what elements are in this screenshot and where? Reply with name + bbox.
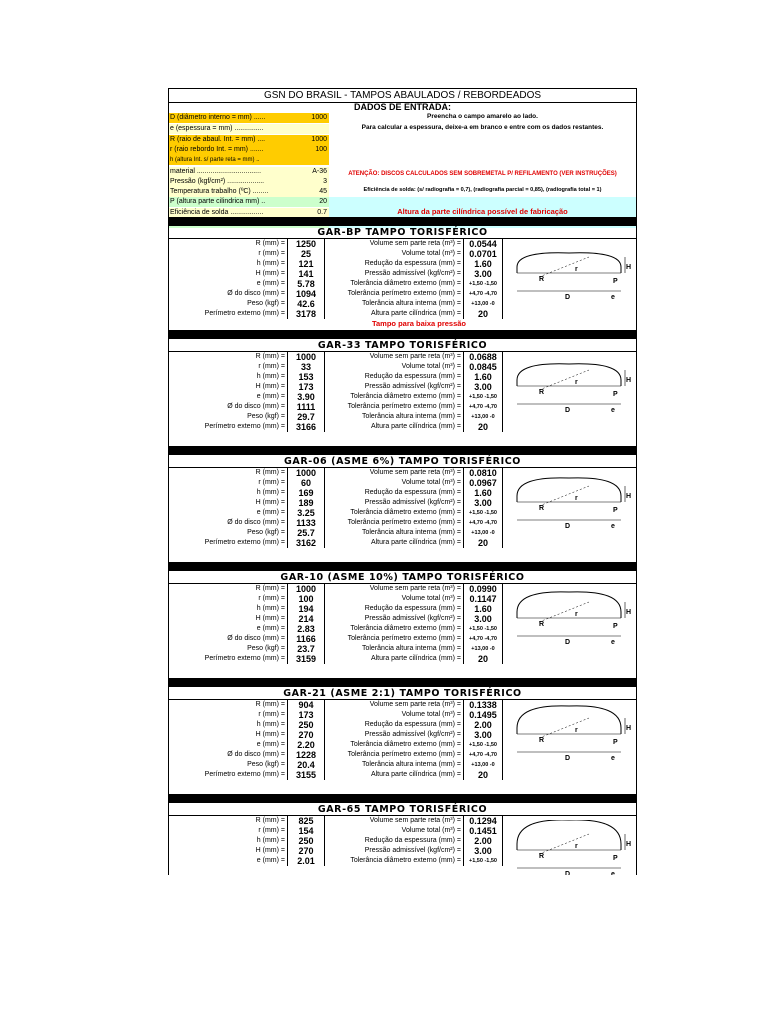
spreadsheet (168, 88, 637, 878)
value-tol_perim: +4,70 -4,70 (463, 289, 503, 299)
value-tol_diam: +1,50 -1,50 (463, 740, 503, 750)
value-r: 25 (287, 249, 325, 259)
value-R: 904 (287, 700, 325, 710)
value-tol_perim: +4,70 -4,70 (463, 634, 503, 644)
label-tol_perim: Tolerância perímetro externo (mm) = (347, 403, 461, 410)
section-title: GAR-06 (ASME 6%) TAMPO TORISFÉRICO (169, 456, 636, 468)
value-e: 3.25 (287, 508, 325, 518)
label-r: r (575, 611, 578, 618)
section-title: GAR-10 (ASME 10%) TAMPO TORISFÉRICO (169, 572, 636, 584)
label-R: R (mm) = (255, 353, 285, 360)
label-r: r (mm) = (258, 479, 285, 486)
value-pressao: 3.00 (463, 269, 503, 279)
label-R: R (539, 276, 545, 283)
value-altura_cil: 20 (463, 422, 503, 432)
input-label-cyl-height: P (altura parte cilindrica mm) .. (169, 197, 281, 207)
label-vol_total: Volume total (m³) = (401, 595, 461, 602)
label-H: H (626, 725, 631, 732)
label-R: R (539, 389, 545, 396)
value-r: 154 (287, 826, 325, 836)
label-R: R (mm) = (255, 817, 285, 824)
label-H: H (626, 377, 631, 384)
label-e: e (611, 639, 615, 646)
value-tol_perim: +4,70 -4,70 (463, 402, 503, 412)
input-label-material: material ................................. (169, 167, 281, 177)
label-R: R (539, 853, 545, 860)
value-vol_sem: 0.0544 (463, 239, 503, 249)
label-tol_altura: Tolerância altura interna (mm) = (361, 300, 461, 307)
label-vol_total: Volume total (m³) = (401, 250, 461, 257)
value-tol_diam: +1,50 -1,50 (463, 624, 503, 634)
label-peso: Peso (kgf) = (247, 529, 285, 536)
input-height[interactable] (281, 155, 329, 165)
section-separator (169, 562, 636, 571)
note-calc-thickness: Para calcular a espessura, deixe-a em branco e entre com os dados restantes. (361, 124, 604, 131)
label-e: e (611, 294, 615, 301)
value-R: 1250 (287, 239, 325, 249)
value-h: 250 (287, 836, 325, 846)
label-perim: Perímetro externo (mm) = (204, 539, 285, 546)
value-peso: 20.4 (287, 760, 325, 770)
value-pressao: 3.00 (463, 382, 503, 392)
label-altura_cil: Altura parte cilíndrica (mm) = (370, 771, 461, 778)
label-e: e (mm) = (256, 857, 285, 864)
label-tol_altura: Tolerância altura interna (mm) = (361, 761, 461, 768)
value-vol_sem: 0.0810 (463, 468, 503, 478)
value-tol_diam: +1,50 -1,50 (463, 279, 503, 289)
label-pressao: Pressão admissível (kgf/cm²) = (364, 615, 461, 622)
label-tol_altura: Tolerância altura interna (mm) = (361, 413, 461, 420)
value-H: 270 (287, 846, 325, 856)
value-R: 1000 (287, 584, 325, 594)
label-r: r (575, 727, 578, 734)
input-thickness[interactable] (281, 124, 329, 134)
label-vol_total: Volume total (m³) = (401, 479, 461, 486)
label-tol_diam: Tolerância diâmetro externo (mm) = (350, 280, 461, 287)
value-vol_sem: 0.0990 (463, 584, 503, 594)
value-pressao: 3.00 (463, 846, 503, 856)
label-disc: Ø do disco (mm) = (227, 290, 285, 297)
cylinder-wall (517, 380, 621, 386)
value-altura_cil: 20 (463, 654, 503, 664)
label-e: e (611, 871, 615, 878)
section-separator (169, 217, 636, 226)
value-pressao: 3.00 (463, 498, 503, 508)
label-H: H (mm) = (255, 383, 285, 390)
value-h: 121 (287, 259, 325, 269)
label-P: P (613, 623, 618, 630)
label-tol_perim: Tolerância perímetro externo (mm) = (347, 751, 461, 758)
label-perim: Perímetro externo (mm) = (204, 771, 285, 778)
value-pressao: 3.00 (463, 730, 503, 740)
value-perim: 3178 (287, 309, 325, 319)
dome-outline (517, 706, 621, 728)
label-reducao: Redução da espessura (mm) = (364, 605, 461, 612)
value-reducao: 1.60 (463, 604, 503, 614)
label-r: r (575, 379, 578, 386)
head-diagram (509, 356, 631, 416)
value-vol_sem: 0.1294 (463, 816, 503, 826)
label-perim: Perímetro externo (mm) = (204, 310, 285, 317)
note-fill-yellow: Preencha o campo amarelo ao lado. (427, 113, 538, 120)
input-radius[interactable]: 1000 (281, 135, 329, 145)
value-tol_diam: +1,50 -1,50 (463, 856, 503, 866)
label-H: H (mm) = (255, 615, 285, 622)
label-h: h (mm) = (256, 721, 285, 728)
section-separator (169, 794, 636, 803)
label-H: H (mm) = (255, 847, 285, 854)
radius-line (539, 486, 589, 506)
cylinder-wall (517, 267, 621, 273)
input-label-height: h (altura Int. s/ parte reta = mm) .. (169, 155, 281, 165)
label-e: e (mm) = (256, 625, 285, 632)
section-separator (169, 678, 636, 687)
input-weld[interactable]: 0.7 (281, 208, 329, 218)
value-disc: 1094 (287, 289, 325, 299)
label-reducao: Redução da espessura (mm) = (364, 837, 461, 844)
label-e: e (611, 755, 615, 762)
label-e: e (mm) = (256, 741, 285, 748)
value-altura_cil: 20 (463, 770, 503, 780)
label-tol_perim: Tolerância perímetro externo (mm) = (347, 635, 461, 642)
label-D: D (565, 407, 571, 414)
value-tol_altura: +13,00 -0 (463, 644, 503, 654)
note-cyl-height: Altura da parte cilíndrica possível de fabricação (397, 207, 568, 216)
label-reducao: Redução da espessura (mm) = (364, 721, 461, 728)
value-altura_cil: 20 (463, 538, 503, 548)
value-tol_altura: +13,00 -0 (463, 412, 503, 422)
input-label-temperature: Temperatura trabalho (ºC) ........ (169, 187, 281, 197)
label-r: r (575, 495, 578, 502)
cylinder-wall (517, 496, 621, 502)
value-reducao: 1.60 (463, 372, 503, 382)
label-pressao: Pressão admissível (kgf/cm²) = (364, 499, 461, 506)
section-title: GAR-21 (ASME 2:1) TAMPO TORISFÉRICO (169, 688, 636, 700)
label-r: r (mm) = (258, 363, 285, 370)
label-vol_sem: Volume sem parte reta (m³) = (369, 353, 461, 360)
value-r: 173 (287, 710, 325, 720)
label-r: r (575, 266, 578, 273)
note-attention: ATENÇÃO: DISCOS CALCULADOS SEM SOBREMETAL P/ REFILAMENTO (VER INSTRUÇÕES) (348, 171, 617, 177)
value-e: 3.90 (287, 392, 325, 402)
label-reducao: Redução da espessura (mm) = (364, 489, 461, 496)
label-R: R (mm) = (255, 240, 285, 247)
value-perim: 3159 (287, 654, 325, 664)
value-altura_cil: 20 (463, 309, 503, 319)
label-peso: Peso (kgf) = (247, 300, 285, 307)
label-altura_cil: Altura parte cilíndrica (mm) = (370, 310, 461, 317)
label-vol_total: Volume total (m³) = (401, 363, 461, 370)
label-tol_diam: Tolerância diâmetro externo (mm) = (350, 509, 461, 516)
label-perim: Perímetro externo (mm) = (204, 423, 285, 430)
label-e: e (mm) = (256, 393, 285, 400)
input-material[interactable]: A-36 (281, 167, 329, 177)
value-reducao: 1.60 (463, 259, 503, 269)
value-e: 5.78 (287, 279, 325, 289)
value-vol_sem: 0.0688 (463, 352, 503, 362)
label-h: h (mm) = (256, 373, 285, 380)
section-separator (169, 330, 636, 339)
value-tol_altura: +13,00 -0 (463, 299, 503, 309)
label-r: r (575, 843, 578, 850)
label-D: D (565, 639, 571, 646)
value-tol_diam: +1,50 -1,50 (463, 508, 503, 518)
value-reducao: 1.60 (463, 488, 503, 498)
label-altura_cil: Altura parte cilíndrica (mm) = (370, 655, 461, 662)
value-pressao: 3.00 (463, 614, 503, 624)
label-vol_sem: Volume sem parte reta (m³) = (369, 585, 461, 592)
label-pressao: Pressão admissível (kgf/cm²) = (364, 383, 461, 390)
label-vol_sem: Volume sem parte reta (m³) = (369, 817, 461, 824)
value-tol_altura: +13,00 -0 (463, 760, 503, 770)
label-H: H (626, 609, 631, 616)
value-tol_perim: +4,70 -4,70 (463, 750, 503, 760)
label-vol_sem: Volume sem parte reta (m³) = (369, 240, 461, 247)
label-h: h (mm) = (256, 489, 285, 496)
label-vol_total: Volume total (m³) = (401, 711, 461, 718)
head-diagram (509, 820, 631, 878)
label-vol_total: Volume total (m³) = (401, 827, 461, 834)
label-h: h (mm) = (256, 605, 285, 612)
label-reducao: Redução da espessura (mm) = (364, 260, 461, 267)
label-perim: Perímetro externo (mm) = (204, 655, 285, 662)
input-label-thickness: e (espessura = mm) ............... (169, 124, 281, 134)
label-vol_sem: Volume sem parte reta (m³) = (369, 469, 461, 476)
value-vol_total: 0.1495 (463, 710, 503, 720)
value-r: 60 (287, 478, 325, 488)
input-label-pressure: Pressão (kgf/cm²) ................... (169, 177, 281, 187)
input-label-knuckle: r (raio rebordo Int. = mm) ....... (169, 145, 281, 155)
label-H: H (626, 493, 631, 500)
label-tol_perim: Tolerância perímetro externo (mm) = (347, 290, 461, 297)
label-D: D (565, 523, 571, 530)
label-disc: Ø do disco (mm) = (227, 635, 285, 642)
label-R: R (539, 505, 545, 512)
cylinder-wall (517, 612, 621, 618)
section-title: GAR-33 TAMPO TORISFÉRICO (169, 340, 636, 352)
value-r: 33 (287, 362, 325, 372)
value-perim: 3162 (287, 538, 325, 548)
sheet-title: GSN DO BRASIL - TAMPOS ABAULADOS / REBORDEADOS (169, 88, 636, 103)
value-disc: 1133 (287, 518, 325, 528)
section-separator (169, 446, 636, 455)
value-h: 169 (287, 488, 325, 498)
label-reducao: Redução da espessura (mm) = (364, 373, 461, 380)
label-vol_sem: Volume sem parte reta (m³) = (369, 701, 461, 708)
input-label-radius: R (raio de abaul. Int. = mm) .... (169, 135, 281, 145)
value-H: 270 (287, 730, 325, 740)
label-h: h (mm) = (256, 260, 285, 267)
value-H: 214 (287, 614, 325, 624)
value-tol_diam: +1,50 -1,50 (463, 392, 503, 402)
label-e: e (611, 523, 615, 530)
value-vol_total: 0.0845 (463, 362, 503, 372)
value-e: 2.01 (287, 856, 325, 866)
head-diagram (509, 243, 631, 303)
label-pressao: Pressão admissível (kgf/cm²) = (364, 847, 461, 854)
label-D: D (565, 755, 571, 762)
label-e: e (611, 407, 615, 414)
label-r: r (mm) = (258, 711, 285, 718)
value-peso: 23.7 (287, 644, 325, 654)
label-tol_diam: Tolerância diâmetro externo (mm) = (350, 393, 461, 400)
value-vol_sem: 0.1338 (463, 700, 503, 710)
value-h: 194 (287, 604, 325, 614)
label-r: r (mm) = (258, 595, 285, 602)
value-R: 825 (287, 816, 325, 826)
label-D: D (565, 294, 571, 301)
value-reducao: 2.00 (463, 836, 503, 846)
label-tol_diam: Tolerância diâmetro externo (mm) = (350, 857, 461, 864)
label-H: H (626, 264, 631, 271)
radius-line (539, 257, 589, 277)
label-R: R (mm) = (255, 585, 285, 592)
input-knuckle[interactable]: 100 (281, 145, 329, 155)
dome-outline (517, 820, 621, 844)
label-P: P (613, 855, 618, 862)
label-P: P (613, 391, 618, 398)
value-H: 173 (287, 382, 325, 392)
value-R: 1000 (287, 352, 325, 362)
radius-line (539, 602, 589, 622)
label-tol_perim: Tolerância perímetro externo (mm) = (347, 519, 461, 526)
label-D: D (565, 871, 571, 878)
dome-outline (517, 478, 621, 496)
label-tol_diam: Tolerância diâmetro externo (mm) = (350, 625, 461, 632)
label-r: r (mm) = (258, 827, 285, 834)
label-disc: Ø do disco (mm) = (227, 519, 285, 526)
label-H: H (mm) = (255, 731, 285, 738)
radius-line (539, 718, 589, 738)
input-diameter[interactable]: 1000 (281, 113, 329, 123)
value-R: 1000 (287, 468, 325, 478)
label-altura_cil: Altura parte cilíndrica (mm) = (370, 539, 461, 546)
value-vol_total: 0.0967 (463, 478, 503, 488)
value-r: 100 (287, 594, 325, 604)
label-h: h (mm) = (256, 837, 285, 844)
label-H: H (626, 841, 631, 848)
head-diagram (509, 704, 631, 764)
label-peso: Peso (kgf) = (247, 761, 285, 768)
cylinder-wall (517, 728, 621, 734)
value-peso: 42.6 (287, 299, 325, 309)
label-pressao: Pressão admissível (kgf/cm²) = (364, 731, 461, 738)
label-tol_diam: Tolerância diâmetro externo (mm) = (350, 741, 461, 748)
head-diagram (509, 472, 631, 532)
value-H: 189 (287, 498, 325, 508)
value-h: 153 (287, 372, 325, 382)
label-H: H (mm) = (255, 270, 285, 277)
label-H: H (mm) = (255, 499, 285, 506)
value-h: 250 (287, 720, 325, 730)
section-title: GAR-65 TAMPO TORISFÉRICO (169, 804, 636, 816)
value-vol_total: 0.1147 (463, 594, 503, 604)
value-perim: 3166 (287, 422, 325, 432)
label-r: r (mm) = (258, 250, 285, 257)
head-diagram (509, 588, 631, 648)
value-disc: 1166 (287, 634, 325, 644)
note-weld-efficiency: Eficiência de solda: (s/ radiografia = 0,7), (radiografia parcial = 0,85), (radiografia total = 1) (363, 187, 602, 193)
value-perim: 3155 (287, 770, 325, 780)
radius-line (539, 834, 589, 854)
label-P: P (613, 507, 618, 514)
value-e: 2.83 (287, 624, 325, 634)
label-tol_altura: Tolerância altura interna (mm) = (361, 529, 461, 536)
label-disc: Ø do disco (mm) = (227, 403, 285, 410)
input-temperature[interactable]: 45 (281, 187, 329, 197)
label-e: e (mm) = (256, 509, 285, 516)
label-R: R (539, 737, 545, 744)
value-peso: 25.7 (287, 528, 325, 538)
value-disc: 1228 (287, 750, 325, 760)
value-peso: 29.7 (287, 412, 325, 422)
value-H: 141 (287, 269, 325, 279)
label-peso: Peso (kgf) = (247, 413, 285, 420)
value-e: 2.20 (287, 740, 325, 750)
label-pressao: Pressão admissível (kgf/cm²) = (364, 270, 461, 277)
label-R: R (mm) = (255, 701, 285, 708)
label-R: R (mm) = (255, 469, 285, 476)
label-P: P (613, 739, 618, 746)
value-vol_total: 0.1451 (463, 826, 503, 836)
cylinder-wall (517, 844, 621, 850)
label-altura_cil: Altura parte cilíndrica (mm) = (370, 423, 461, 430)
input-label-diameter: D (diâmetro interno = mm) ...... (169, 113, 281, 123)
value-vol_total: 0.0701 (463, 249, 503, 259)
input-cyl-height[interactable]: 20 (281, 197, 329, 207)
dome-outline (517, 364, 621, 380)
value-tol_altura: +13,00 -0 (463, 528, 503, 538)
radius-line (539, 370, 589, 390)
input-pressure[interactable]: 3 (281, 177, 329, 187)
dome-outline (517, 592, 621, 612)
label-peso: Peso (kgf) = (247, 645, 285, 652)
label-e: e (mm) = (256, 280, 285, 287)
label-disc: Ø do disco (mm) = (227, 751, 285, 758)
label-P: P (613, 278, 618, 285)
section-title: GAR-BP TAMPO TORISFÉRICO (169, 227, 636, 239)
value-tol_perim: +4,70 -4,70 (463, 518, 503, 528)
input-label-weld: Eficiência de solda ................. (169, 208, 281, 218)
value-reducao: 2.00 (463, 720, 503, 730)
label-tol_altura: Tolerância altura interna (mm) = (361, 645, 461, 652)
input-section-title: DADOS DE ENTRADA: (353, 102, 451, 112)
value-disc: 1111 (287, 402, 325, 412)
label-R: R (539, 621, 545, 628)
section-note: Tampo para baixa pressão (371, 319, 467, 328)
